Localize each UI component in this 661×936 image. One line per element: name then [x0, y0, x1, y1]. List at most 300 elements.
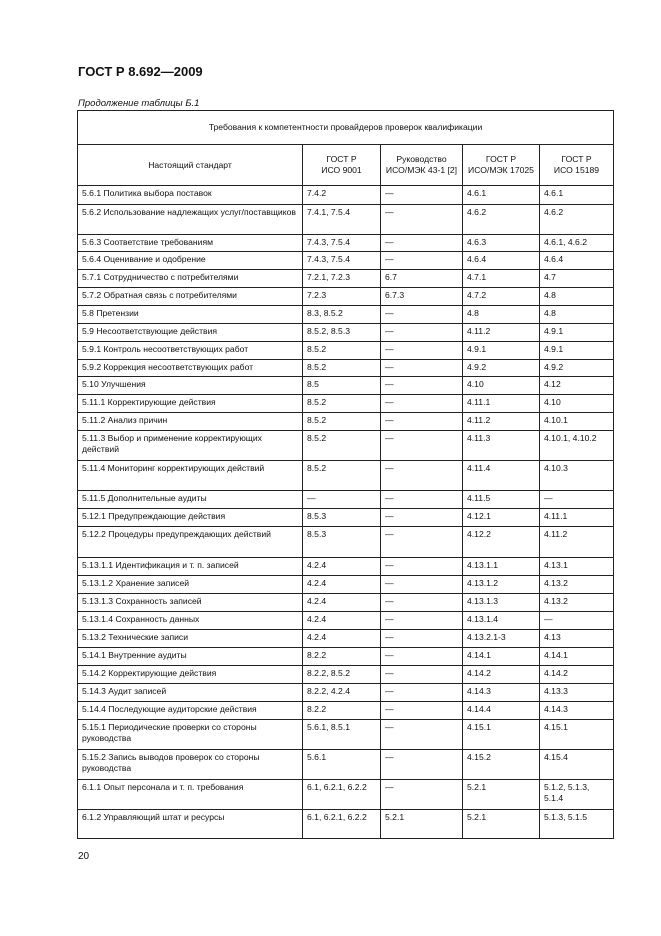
reference-cell [303, 461, 381, 491]
reference-cell [303, 612, 381, 630]
reference-cell [540, 324, 614, 342]
cell-text: 4.9.1 [467, 344, 487, 354]
reference-cell [463, 684, 540, 702]
cell-text: 4.13.1 [544, 560, 568, 570]
reference-cell [303, 252, 381, 270]
cell-text: — [385, 722, 394, 732]
reference-cell [540, 576, 614, 594]
cell-text: 4.13 [544, 632, 561, 642]
reference-cell [303, 702, 381, 720]
cell-text: 4.6.2 [544, 207, 564, 217]
clause-cell [78, 252, 303, 270]
cell-text: 5.15.1 Периодические проверки со стороны руководства [82, 722, 257, 743]
table-row [78, 324, 614, 342]
cell-text: 4.11.4 [467, 463, 491, 473]
reference-cell [463, 360, 540, 377]
cell-text: — [385, 308, 394, 318]
reference-cell [540, 235, 614, 252]
column-header-line: ГОСТ Р [485, 154, 517, 165]
cell-text: 8.5.2 [307, 433, 327, 443]
cell-text: 4.6.4 [467, 254, 487, 264]
document-title: ГОСТ Р 8.692—2009 [78, 64, 203, 79]
table-row [78, 648, 614, 666]
table-row [78, 527, 614, 558]
table-row [78, 576, 614, 594]
table-row [78, 377, 614, 395]
reference-cell [381, 558, 463, 576]
reference-cell [381, 377, 463, 395]
clause-cell [78, 235, 303, 252]
reference-cell [540, 648, 614, 666]
cell-text: — [385, 668, 394, 678]
table-row [78, 558, 614, 576]
cell-text: — [385, 511, 394, 521]
cell-text: 4.6.1 [544, 188, 564, 198]
cell-text: 4.9.1 [544, 326, 564, 336]
reference-cell [463, 324, 540, 342]
cell-text: 4.11.2 [544, 529, 568, 539]
table-row [78, 720, 614, 750]
reference-cell [540, 360, 614, 377]
reference-cell [381, 360, 463, 377]
cell-text: — [385, 433, 394, 443]
reference-cell [303, 509, 381, 527]
reference-cell [540, 413, 614, 431]
reference-cell [303, 360, 381, 377]
cell-text: — [385, 614, 394, 624]
reference-cell [381, 491, 463, 509]
cell-text: 5.1.2, 5.1.3, 5.1.4 [544, 782, 590, 803]
table-row [78, 342, 614, 360]
table-row [78, 360, 614, 377]
reference-cell [381, 720, 463, 750]
reference-cell [540, 252, 614, 270]
table-row [78, 750, 614, 780]
column-header-line: ИСО/МЭК 43-1 [2] [385, 165, 458, 175]
cell-text: 4.14.1 [467, 650, 491, 660]
cell-text: 5.10 Улучшения [82, 379, 146, 389]
reference-cell [381, 750, 463, 780]
reference-cell [381, 288, 463, 306]
reference-cell [463, 666, 540, 684]
clause-cell [78, 461, 303, 491]
cell-text: 5.15.2 Запись выводов проверок со стороны руководства [82, 752, 260, 773]
cell-text: — [385, 632, 394, 642]
reference-cell [381, 270, 463, 288]
reference-cell [463, 306, 540, 324]
reference-cell [303, 306, 381, 324]
clause-cell [78, 509, 303, 527]
reference-cell [303, 684, 381, 702]
clause-cell [78, 377, 303, 395]
table-row [78, 431, 614, 461]
reference-cell [540, 558, 614, 576]
cell-text: 4.7.1 [467, 272, 487, 282]
cell-text: 5.12.1 Предупреждающие действия [82, 511, 226, 521]
reference-cell [303, 780, 381, 810]
reference-cell [540, 684, 614, 702]
cell-text: 4.13.1.3 [467, 596, 499, 606]
reference-cell [381, 666, 463, 684]
cell-text: 8.5.2 [307, 463, 327, 473]
reference-cell [540, 720, 614, 750]
cell-text: 4.10.3 [544, 463, 568, 473]
cell-text: 5.6.3 Соответствие требованиям [82, 237, 214, 247]
reference-cell [463, 461, 540, 491]
reference-cell [303, 630, 381, 648]
cell-text: 8.5.2, 8.5.3 [307, 326, 351, 336]
reference-cell [303, 205, 381, 235]
clause-cell [78, 594, 303, 612]
reference-cell [381, 612, 463, 630]
clause-cell [78, 306, 303, 324]
cell-text: 5.14.2 Корректирующие действия [82, 668, 217, 678]
clause-cell [78, 205, 303, 235]
cell-text: 5.9.1 Контроль несоответствующих работ [82, 344, 249, 354]
column-header-line: ИСО 15189 [553, 165, 600, 175]
cell-text: 8.5.2 [307, 362, 327, 372]
reference-cell [463, 750, 540, 780]
reference-cell [540, 612, 614, 630]
cell-text: 4.11.3 [467, 433, 491, 443]
clause-cell [78, 666, 303, 684]
cell-text: 7.2.1, 7.2.3 [307, 272, 351, 282]
column-header-1 [303, 145, 381, 186]
cell-text: — [385, 379, 394, 389]
cell-text: 5.13.2 Технические записи [82, 632, 189, 642]
column-header-line: ИСО 9001 [321, 165, 362, 175]
table-row [78, 461, 614, 491]
cell-text: 7.2.3 [307, 290, 327, 300]
reference-cell [463, 648, 540, 666]
cell-text: 4.13.1.2 [467, 578, 499, 588]
clause-cell [78, 750, 303, 780]
reference-cell [381, 648, 463, 666]
reference-cell [381, 461, 463, 491]
reference-cell [540, 377, 614, 395]
cell-text: — [385, 237, 394, 247]
reference-cell [303, 527, 381, 558]
cell-text: 4.15.4 [544, 752, 568, 762]
reference-cell [303, 576, 381, 594]
cell-text: 4.14.2 [467, 668, 491, 678]
cell-text: 4.2.4 [307, 578, 327, 588]
cell-text: 8.5.2 [307, 415, 327, 425]
cell-text: 7.4.2 [307, 188, 327, 198]
reference-cell [381, 702, 463, 720]
reference-cell [463, 527, 540, 558]
column-header-line: Руководство [396, 154, 447, 165]
cell-text: 4.13.2 [544, 596, 568, 606]
cell-text: 5.14.4 Последующие аудиторские действия [82, 704, 257, 714]
cell-text: 8.5 [307, 379, 319, 389]
reference-cell [463, 594, 540, 612]
cell-text: — [385, 415, 394, 425]
reference-cell [303, 288, 381, 306]
clause-cell [78, 270, 303, 288]
clause-cell [78, 684, 303, 702]
reference-cell [540, 395, 614, 413]
cell-text: 8.5.2 [307, 397, 327, 407]
reference-cell [303, 324, 381, 342]
reference-cell [303, 750, 381, 780]
cell-text: 4.6.1, 4.6.2 [544, 237, 588, 247]
cell-text: 4.15.1 [544, 722, 568, 732]
cell-text: 4.10 [544, 397, 561, 407]
cell-text: 4.2.4 [307, 596, 327, 606]
cell-text: 4.12 [544, 379, 561, 389]
clause-cell [78, 702, 303, 720]
cell-text: 7.4.3, 7.5.4 [307, 237, 351, 247]
reference-cell [540, 750, 614, 780]
cell-text: 4.8 [467, 308, 479, 318]
table-row [78, 630, 614, 648]
cell-text: 4.8 [544, 290, 556, 300]
cell-text: 6.7 [385, 272, 397, 282]
cell-text: 4.13.2.1-3 [467, 632, 506, 642]
reference-cell [463, 576, 540, 594]
cell-text: 5.11.5 Дополнительные аудиты [82, 493, 207, 503]
clause-cell [78, 324, 303, 342]
clause-cell [78, 360, 303, 377]
column-header-line: ГОСТ Р [326, 154, 357, 165]
cell-text: 5.2.1 [467, 782, 487, 792]
cell-text: 5.2.1 [385, 812, 405, 822]
table-row [78, 306, 614, 324]
cell-text: 5.1.3, 5.1.5 [544, 812, 588, 822]
cell-text: 5.11.2 Анализ причин [82, 415, 168, 425]
cell-text: — [385, 344, 394, 354]
reference-cell [463, 810, 540, 839]
clause-cell [78, 491, 303, 509]
clause-cell [78, 395, 303, 413]
reference-cell [463, 205, 540, 235]
cell-text: 4.9.2 [467, 362, 487, 372]
cell-text: 4.6.2 [467, 207, 487, 217]
cell-text: 4.14.4 [467, 704, 491, 714]
cell-text: 4.2.4 [307, 632, 327, 642]
reference-cell [303, 186, 381, 205]
clause-cell [78, 431, 303, 461]
cell-text: — [385, 493, 394, 503]
cell-text: 8.5.2 [307, 344, 327, 354]
cell-text: 4.12.1 [467, 511, 491, 521]
cell-text: 6.1, 6.2.1, 6.2.2 [307, 812, 367, 822]
clause-cell [78, 612, 303, 630]
reference-cell [381, 306, 463, 324]
column-header-row [78, 145, 614, 186]
table-row [78, 702, 614, 720]
cell-text: 4.9.2 [544, 362, 564, 372]
reference-cell [463, 288, 540, 306]
clause-cell [78, 342, 303, 360]
reference-cell [303, 594, 381, 612]
cell-text: 5.6.1 [307, 752, 327, 762]
column-header-3 [463, 145, 540, 186]
reference-cell [540, 810, 614, 839]
cell-text: 8.2.2, 4.2.4 [307, 686, 351, 696]
cell-text: — [385, 560, 394, 570]
clause-cell [78, 288, 303, 306]
reference-cell [540, 288, 614, 306]
clause-cell [78, 810, 303, 839]
reference-cell [381, 684, 463, 702]
cell-text: 5.13.1.1 Идентификация и т. п. записей [82, 560, 239, 570]
reference-cell [381, 431, 463, 461]
cell-text: — [385, 397, 394, 407]
cell-text: 4.7.2 [467, 290, 487, 300]
cell-text: 4.2.4 [307, 614, 327, 624]
cell-text: 6.1, 6.2.1, 6.2.2 [307, 782, 367, 792]
cell-text: 5.9.2 Коррекция несоответствующих работ [82, 362, 254, 372]
cell-text: 4.14.1 [544, 650, 568, 660]
reference-cell [463, 702, 540, 720]
reference-cell [463, 431, 540, 461]
reference-cell [463, 395, 540, 413]
column-header-0 [78, 145, 303, 186]
column-header-4 [540, 145, 614, 186]
reference-cell [463, 491, 540, 509]
table-row [78, 612, 614, 630]
clause-cell [78, 720, 303, 750]
reference-cell [303, 648, 381, 666]
table-row [78, 684, 614, 702]
cell-text: 6.7.3 [385, 290, 405, 300]
clause-cell [78, 780, 303, 810]
cell-text: — [385, 188, 394, 198]
page-number: 20 [78, 851, 90, 862]
reference-cell [540, 270, 614, 288]
cell-text: 8.5.3 [307, 511, 327, 521]
reference-cell [381, 186, 463, 205]
cell-text: — [385, 254, 394, 264]
reference-cell [381, 252, 463, 270]
cell-text: — [385, 650, 394, 660]
table-row [78, 810, 614, 839]
cell-text: — [385, 704, 394, 714]
cell-text: 4.11.2 [467, 415, 491, 425]
reference-cell [463, 252, 540, 270]
cell-text: — [385, 529, 394, 539]
reference-cell [303, 395, 381, 413]
table-row [78, 594, 614, 612]
cell-text: 4.15.2 [467, 752, 491, 762]
cell-text: 5.7.1 Сотрудничество с потребителями [82, 272, 239, 282]
reference-cell [540, 509, 614, 527]
table-row [78, 186, 614, 205]
cell-text: 4.14.3 [544, 704, 568, 714]
cell-text: 4.9.1 [544, 344, 564, 354]
clause-cell [78, 648, 303, 666]
cell-text: 4.2.4 [307, 560, 327, 570]
cell-text: 7.4.1, 7.5.4 [307, 207, 351, 217]
reference-cell [540, 342, 614, 360]
cell-text: 6.1.1 Опыт персонала и т. п. требования [82, 782, 244, 792]
reference-cell [303, 810, 381, 839]
cell-text: 8.5.3 [307, 529, 327, 539]
cell-text: 5.11.1 Корректирующие действия [82, 397, 216, 407]
competence-requirements-table [77, 110, 614, 839]
reference-cell [463, 612, 540, 630]
cell-text: 4.8 [544, 308, 556, 318]
table-row [78, 205, 614, 235]
cell-text: — [307, 493, 316, 503]
table-row [78, 491, 614, 509]
reference-cell [540, 205, 614, 235]
cell-text: 4.10.1 [544, 415, 568, 425]
reference-cell [540, 702, 614, 720]
cell-text: 5.6.1, 8.5.1 [307, 722, 351, 732]
cell-text: 4.11.1 [467, 397, 491, 407]
reference-cell [381, 810, 463, 839]
clause-cell [78, 558, 303, 576]
reference-cell [381, 324, 463, 342]
cell-text: — [544, 493, 553, 503]
table-row [78, 252, 614, 270]
cell-text: — [385, 362, 394, 372]
reference-cell [303, 235, 381, 252]
column-header-line: ГОСТ Р [561, 154, 592, 165]
cell-text: 4.11.1 [544, 511, 568, 521]
column-header-line: Настоящий стандарт [148, 159, 232, 170]
reference-cell [540, 594, 614, 612]
cell-text: — [544, 614, 553, 624]
reference-cell [381, 205, 463, 235]
cell-text: 5.12.2 Процедуры предупреждающих действий [82, 529, 271, 539]
reference-cell [303, 558, 381, 576]
cell-text: — [385, 596, 394, 606]
clause-cell [78, 527, 303, 558]
cell-text: — [385, 686, 394, 696]
table-row [78, 288, 614, 306]
reference-cell [303, 431, 381, 461]
reference-cell [303, 413, 381, 431]
cell-text: 5.13.1.3 Сохранность записей [82, 596, 202, 606]
reference-cell [381, 235, 463, 252]
cell-text: 4.11.2 [467, 326, 491, 336]
table-row [78, 780, 614, 810]
column-header-line: ИСО/МЭК 17025 [468, 165, 534, 175]
table-row [78, 413, 614, 431]
column-header-2 [381, 145, 463, 186]
reference-cell [381, 780, 463, 810]
cell-text: 4.6.3 [467, 237, 487, 247]
cell-text: 8.3, 8.5.2 [307, 308, 343, 318]
table-row [78, 509, 614, 527]
cell-text: 5.2.1 [467, 812, 487, 822]
reference-cell [540, 527, 614, 558]
reference-cell [303, 720, 381, 750]
table-row [78, 666, 614, 684]
reference-cell [540, 491, 614, 509]
reference-cell [540, 780, 614, 810]
cell-text: 4.6.4 [544, 254, 564, 264]
cell-text: 5.6.1 Политика выбора поставок [82, 188, 212, 198]
reference-cell [303, 270, 381, 288]
cell-text: — [385, 782, 394, 792]
reference-cell [463, 413, 540, 431]
clause-cell [78, 630, 303, 648]
cell-text: 4.13.1.1 [467, 560, 499, 570]
cell-text: 8.2.2 [307, 650, 327, 660]
reference-cell [540, 186, 614, 205]
cell-text: 7.4.3, 7.5.4 [307, 254, 351, 264]
table-continuation-caption: Продолжение таблицы Б.1 [78, 98, 200, 109]
reference-cell [540, 666, 614, 684]
cell-text: 5.13.1.4 Сохранность данных [82, 614, 200, 624]
table-row [78, 395, 614, 413]
cell-text: 5.14.1 Внутренние аудиты [82, 650, 187, 660]
